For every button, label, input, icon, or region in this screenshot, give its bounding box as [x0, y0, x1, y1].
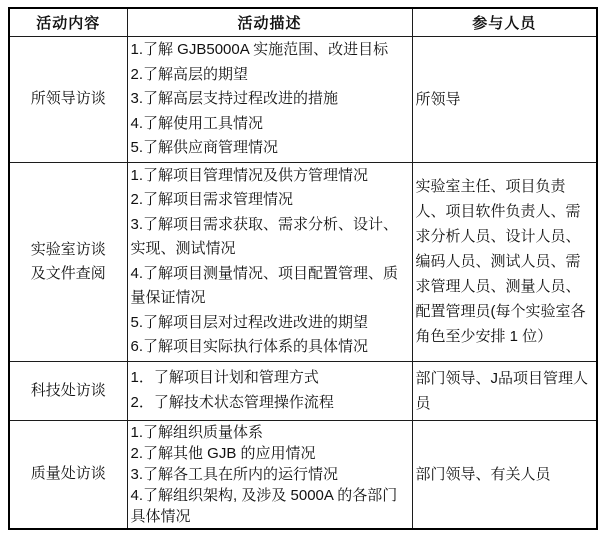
activity-name: 科技处访谈 [9, 361, 127, 420]
header-activity-description: 活动描述 [127, 8, 412, 37]
description-item: 3.了解各工具在所内的运行情况 [130, 465, 339, 483]
activity-description [127, 420, 412, 529]
description-item: 2．了解技术状态管理操作流程 [130, 393, 334, 411]
activity-description [127, 361, 412, 420]
activity-name: 实验室访谈及文件查阅 [9, 162, 127, 361]
description-item: 1.了解 GJB5000A 实施范围、改进目标 [130, 41, 389, 58]
description-item: 3.了解高层支持过程改进的措施 [130, 90, 339, 107]
description-item: 4.了解使用工具情况 [130, 114, 264, 132]
header-participants: 参与人员 [412, 8, 597, 37]
description-item: 2.了解其他 GJB 的应用情况 [130, 444, 316, 462]
participants-cell: 部门领导、有关人员 [412, 420, 597, 529]
description-item: 5.了解供应商管理情况 [130, 139, 279, 156]
activity-table [8, 7, 598, 530]
description-item: 1.了解组织质量体系 [130, 423, 264, 441]
table-header-row [9, 8, 597, 37]
table-row [9, 361, 597, 420]
table-row [9, 162, 597, 361]
table-row [9, 37, 597, 163]
activity-description [127, 162, 412, 361]
activity-description [127, 37, 412, 163]
description-item: 2.了解高层的期望 [130, 65, 249, 83]
description-item: 2.了解项目需求管理情况 [130, 191, 294, 208]
header-activity-content: 活动内容 [9, 8, 127, 37]
description-item: 5.了解项目层对过程改进改进的期望 [130, 313, 369, 331]
description-item: 3.了解项目需求获取、需求分析、设计、实现、测试情况 [130, 215, 399, 257]
table-row [9, 420, 597, 529]
description-item: 1．了解项目计划和管理方式 [130, 369, 319, 386]
description-item: 1.了解项目管理情况及供方管理情况 [130, 166, 369, 184]
participants-cell: 部门领导、J品项目管理人员 [412, 361, 597, 420]
participants-cell: 实验室主任、项目负责人、项目软件负责人、需求分析人员、设计人员、编码人员、测试人员、需求管理人员、测量人员、配置管理员(每个实验室各角色至少安排 1 位） [412, 162, 597, 361]
description-item: 4.了解项目测量情况、项目配置管理、质量保证情况 [130, 264, 399, 306]
activity-name: 质量处访谈 [9, 420, 127, 529]
participants-cell: 所领导 [412, 37, 597, 163]
description-item: 6.了解项目实际执行体系的具体情况 [130, 338, 369, 355]
description-item: 4.了解组织架构, 及涉及 5000A 的各部门具体情况 [130, 486, 398, 525]
activity-name: 所领导访谈 [9, 37, 127, 163]
